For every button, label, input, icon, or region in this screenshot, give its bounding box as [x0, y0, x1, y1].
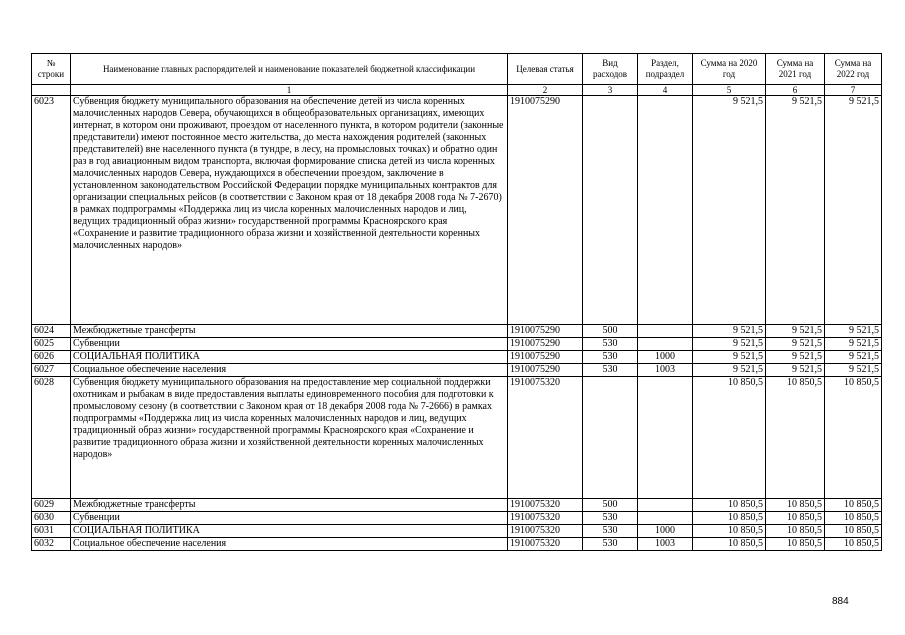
- row-2022: 10 850,5: [825, 525, 882, 538]
- row-type: 530: [583, 525, 638, 538]
- row-section: [638, 325, 693, 338]
- row-target: 1910075290: [508, 96, 583, 325]
- row-section: [638, 96, 693, 325]
- row-section: [638, 338, 693, 351]
- row-2021: 9 521,5: [766, 351, 825, 364]
- header-section: Раздел, подраздел: [638, 54, 693, 85]
- row-section: 1003: [638, 538, 693, 551]
- row-target: 1910075320: [508, 377, 583, 499]
- row-2020: 9 521,5: [693, 351, 766, 364]
- row-2020: 9 521,5: [693, 364, 766, 377]
- row-2020: 10 850,5: [693, 512, 766, 525]
- row-name: Социальное обеспечение населения: [71, 364, 508, 377]
- row-name: СОЦИАЛЬНАЯ ПОЛИТИКА: [71, 351, 508, 364]
- row-target: 1910075320: [508, 538, 583, 551]
- table-row: [32, 96, 882, 325]
- header-2021: Сумма на 2021 год: [766, 54, 825, 85]
- table-row: [32, 351, 882, 364]
- row-2021: 9 521,5: [766, 325, 825, 338]
- row-target: 1910075320: [508, 525, 583, 538]
- row-2021: 9 521,5: [766, 364, 825, 377]
- row-target: 1910075290: [508, 364, 583, 377]
- row-2022: 9 521,5: [825, 364, 882, 377]
- row-name: СОЦИАЛЬНАЯ ПОЛИТИКА: [71, 525, 508, 538]
- row-2021: 10 850,5: [766, 525, 825, 538]
- row-2022: 9 521,5: [825, 338, 882, 351]
- budget-document: [31, 53, 882, 551]
- row-number: 6032: [32, 538, 71, 551]
- table-row: [32, 325, 882, 338]
- row-section: [638, 377, 693, 499]
- row-2020: 10 850,5: [693, 525, 766, 538]
- row-2022: 10 850,5: [825, 538, 882, 551]
- row-2021: 10 850,5: [766, 538, 825, 551]
- row-type: 530: [583, 338, 638, 351]
- row-2021: 10 850,5: [766, 377, 825, 499]
- row-type: 530: [583, 512, 638, 525]
- table-row: [32, 538, 882, 551]
- header-2022: Сумма на 2022 год: [825, 54, 882, 85]
- column-number: 7: [825, 85, 882, 96]
- row-number: 6031: [32, 525, 71, 538]
- table-row: [32, 377, 882, 499]
- row-2020: 9 521,5: [693, 338, 766, 351]
- row-name: Социальное обеспечение населения: [71, 538, 508, 551]
- row-2021: 9 521,5: [766, 338, 825, 351]
- row-target: 1910075290: [508, 325, 583, 338]
- header-target: Целевая статья: [508, 54, 583, 85]
- row-section: [638, 499, 693, 512]
- row-type: [583, 96, 638, 325]
- row-section: 1000: [638, 351, 693, 364]
- row-2020: 9 521,5: [693, 96, 766, 325]
- table-row: [32, 525, 882, 538]
- row-target: 1910075290: [508, 351, 583, 364]
- row-number: 6023: [32, 96, 71, 325]
- budget-table: [31, 53, 882, 551]
- row-2021: 10 850,5: [766, 512, 825, 525]
- column-number: 1: [71, 85, 508, 96]
- column-number: 4: [638, 85, 693, 96]
- column-number: 3: [583, 85, 638, 96]
- column-number: 5: [693, 85, 766, 96]
- row-name: Межбюджетные трансферты: [71, 499, 508, 512]
- row-section: 1003: [638, 364, 693, 377]
- table-row: [32, 338, 882, 351]
- row-name: Субвенция бюджету муниципального образования на обеспечение детей из числа коренных малочисленных народов Севера, обучающихся в общеобразовательных организациях, имеющих интернат, в котором они проживают, проездом от населенного пункта, в котором родители (законные представители) имеют постоянное место жительства, до места нахождения родителей (законных представителей) вне населенного пункта (в тундре, в лесу, на промысловых точках) и обратно один раз в год авиационным видом транспорта, включая формирование списка детей из числа коренных малочисленных народов Севера, нуждающихся в обеспечении проездом, заключение в установленном законодательством Российской Федерации порядке муниципальных контрактов для организации специальных рейсов (в соответствии с Законом края от 18 декабря 2008 года № 7-2670) в рамках подпрограммы «Поддержка лиц из числа коренных малочисленных народов и лиц, ведущих традиционный образ жизни» государственной программы Красноярского края «Сохранение и развитие традиционного образа жизни и хозяйственной деятельности коренных малочисленных народов»: [71, 96, 508, 325]
- table-row: [32, 499, 882, 512]
- row-2020: 10 850,5: [693, 499, 766, 512]
- table-row: [32, 364, 882, 377]
- header-2020: Сумма на 2020 год: [693, 54, 766, 85]
- column-number-row: [32, 85, 882, 96]
- row-type: [583, 377, 638, 499]
- header-row-no: № строки: [32, 54, 71, 85]
- row-target: 1910075290: [508, 338, 583, 351]
- row-2022: 9 521,5: [825, 325, 882, 338]
- table-row: [32, 512, 882, 525]
- row-type: 530: [583, 538, 638, 551]
- row-2022: 9 521,5: [825, 96, 882, 325]
- row-type: 530: [583, 364, 638, 377]
- row-name: Межбюджетные трансферты: [71, 325, 508, 338]
- header-name: Наименование главных распорядителей и наименование показателей бюджетной классификации: [71, 54, 508, 85]
- row-type: 500: [583, 499, 638, 512]
- row-number: 6030: [32, 512, 71, 525]
- row-number: 6029: [32, 499, 71, 512]
- row-2020: 9 521,5: [693, 325, 766, 338]
- row-2021: 10 850,5: [766, 499, 825, 512]
- row-name: Субвенции: [71, 512, 508, 525]
- row-2022: 10 850,5: [825, 512, 882, 525]
- page-number: 884: [832, 596, 849, 607]
- column-number: [32, 85, 71, 96]
- row-2020: 10 850,5: [693, 538, 766, 551]
- row-2022: 9 521,5: [825, 351, 882, 364]
- row-2020: 10 850,5: [693, 377, 766, 499]
- row-section: [638, 512, 693, 525]
- row-number: 6028: [32, 377, 71, 499]
- row-number: 6027: [32, 364, 71, 377]
- row-target: 1910075320: [508, 512, 583, 525]
- row-2022: 10 850,5: [825, 377, 882, 499]
- row-type: 530: [583, 351, 638, 364]
- row-name: Субвенция бюджету муниципального образования на предоставление мер социальной поддержки охотникам и рыбакам в виде предоставления выплаты единовременного пособия для подготовки к промысловому сезону (в соответствии с Законом края от 18 декабря 2008 года № 7-2666) в рамках подпрограммы «Поддержка лиц из числа коренных малочисленных народов и лиц, ведущих традиционный образ жизни» государственной программы Красноярского края «Сохранение и развитие традиционного образа жизни и хозяйственной деятельности коренных малочисленных народов»: [71, 377, 508, 499]
- header-expense-type: Вид расходов: [583, 54, 638, 85]
- column-number: 6: [766, 85, 825, 96]
- row-section: 1000: [638, 525, 693, 538]
- column-number: 2: [508, 85, 583, 96]
- row-number: 6024: [32, 325, 71, 338]
- header-row: [32, 54, 882, 85]
- row-name: Субвенции: [71, 338, 508, 351]
- row-target: 1910075320: [508, 499, 583, 512]
- row-2021: 9 521,5: [766, 96, 825, 325]
- row-number: 6026: [32, 351, 71, 364]
- row-type: 500: [583, 325, 638, 338]
- row-number: 6025: [32, 338, 71, 351]
- row-2022: 10 850,5: [825, 499, 882, 512]
